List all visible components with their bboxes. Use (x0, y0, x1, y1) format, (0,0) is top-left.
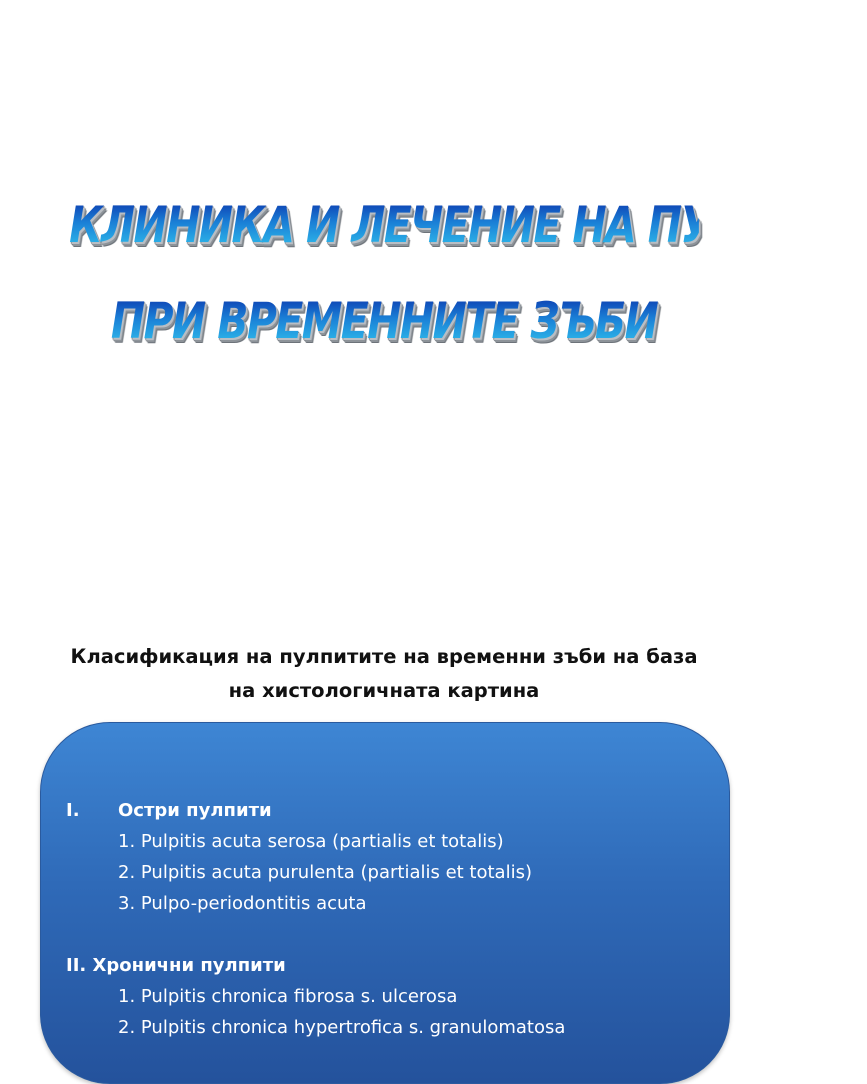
spacer (66, 919, 746, 950)
heading-line-2: на хистологичната картина (228, 679, 540, 702)
list-item: 1. Pulpitis chronica fibrosa s. ulcerosa (118, 986, 458, 1007)
list-item: 3. Pulpo-periodontitis acuta (118, 893, 367, 914)
list-item: 1. Pulpitis acuta serosa (partialis et totalis) (118, 831, 504, 852)
slide-title (0, 196, 867, 350)
section-title: Остри пулпити (118, 800, 272, 821)
title-line-1: КЛИНИКА И ЛЕЧЕНИЕ НА ПУЛПИТИ (69, 196, 867, 254)
section-number: I. (66, 800, 80, 821)
list-item: 2. Pulpitis acuta purulenta (partialis et totalis) (118, 862, 532, 883)
classification-heading (20, 640, 748, 708)
list-item: 2. Pulpitis chronica hypertrofica s. granulomatosa (118, 1017, 566, 1038)
heading-line-1: Класификация на пулпитите на временни зъби на база (70, 645, 698, 668)
section-chronic-header: II. Хронични пулпити (66, 955, 286, 976)
section-acute-header (66, 795, 746, 826)
classification-list (66, 795, 746, 1043)
title-line-2: ПРИ ВРЕМЕННИТЕ ЗЪБИ (69, 292, 699, 350)
